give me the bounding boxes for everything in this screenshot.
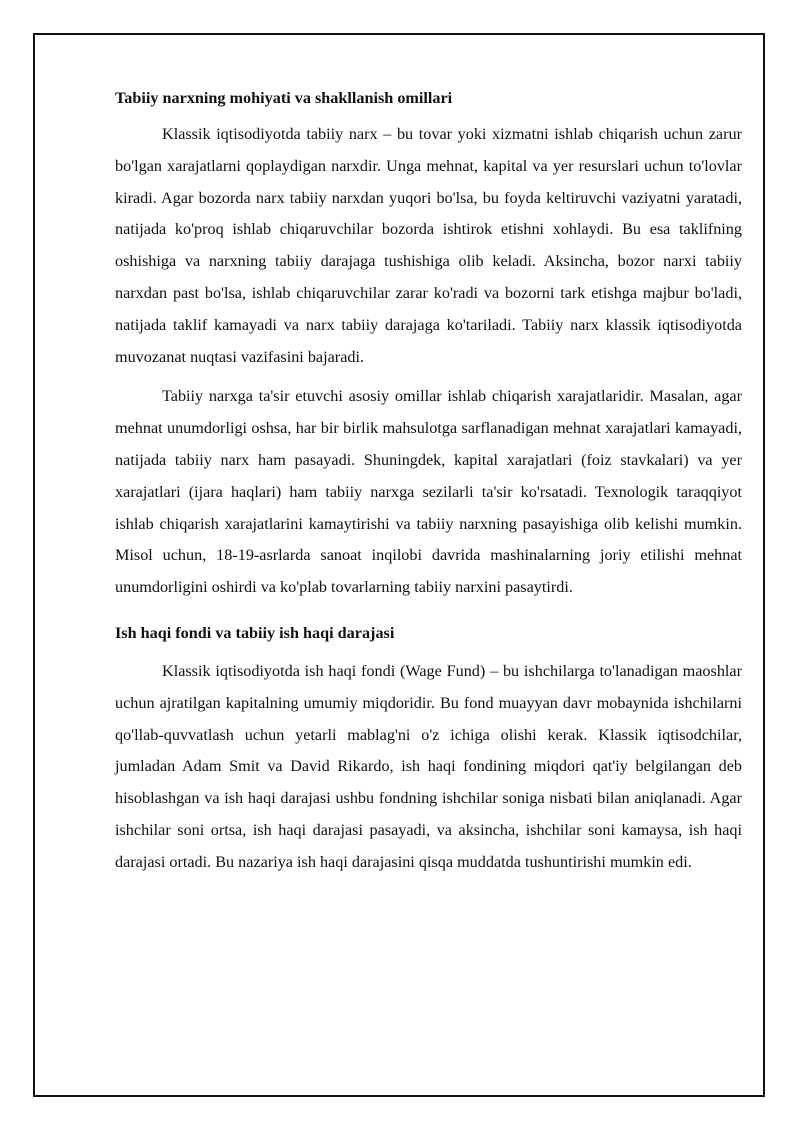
document-body: [115, 84, 742, 887]
section-heading-wage-fund: Ish haqi fondi va tabiiy ish haqi darajasi: [115, 623, 395, 642]
section-heading-natural-price: Tabiiy narxning mohiyati va shakllanish omillari: [115, 89, 453, 107]
paragraph-wage-fund: Klassik iqtisodiyotda ish haqi fondi (Wage Fund) – bu ishchilarga to'lanadigan maoshlar uchun ajratilgan kapitalning umumiy miqdoridir. Bu fond muayyan davr mobaynida ishchilarni qo'llab-quvvatlash uchun yetarli mablag'ni o'z ichiga olishi kerak. Klassik iqtisodchilar, jumladan Adam Smit va David Rikardo, ish haqi fondining miqdori qat'iy belgilangan deb hisoblashgan va ish haqi darajasi ushbu fondning ishchilar soniga nisbati bilan aniqlanadi. Agar ishchilar soni ortsa, ish haqi darajasi pasayadi, va aksincha, ishchilar soni kamaysa, ish haqi darajasi ortadi. Bu nazariya ish haqi darajasini qisqa muddatda tushuntirishi mumkin edi.: [115, 661, 742, 871]
paragraph-natural-price-definition: Klassik iqtisodiyotda tabiiy narx – bu tovar yoki xizmatni ishlab chiqarish uchun zarur bo'lgan xarajatlarni qoplaydigan narxdir. Unga mehnat, kapital va yer resurslari uchun to'lovlar kiradi. Agar bozorda narx tabiiy narxdan yuqori bo'lsa, bu foyda keltiruvchi vaziyatni yaratadi, natijada ko'proq ishlab chiqaruvchilar bozorda ishtirok etishni xohlaydi. Bu esa taklifning oshishiga va narxning tabiiy darajaga tushishiga olib keladi. Aksincha, bozor narxi tabiiy narxdan past bo'lsa, ishlab chiqaruvchilar zarar ko'radi va bozorni tark etishga majbur bo'ladi, natijada taklif kamayadi va narx tabiiy darajaga ko'tariladi. Tabiiy narx klassik iqtisodiyotda muvozanat nuqtasi vazifasini bajaradi.: [115, 125, 742, 366]
paragraph-natural-price-factors: Tabiiy narxga ta'sir etuvchi asosiy omillar ishlab chiqarish xarajatlaridir. Masalan, agar mehnat unumdorligi oshsa, har bir birlik mahsulotga sarflanadigan mehnat xarajatlari kamayadi, natijada tabiiy narx ham pasayadi. Shuningdek, kapital xarajatlari (foiz stavkalari) va yer xarajatlari (ijara haqlari) ham tabiiy narxga sezilarli ta'sir ko'rsatadi. Texnologik taraqqiyot ishlab chiqarish xarajatlarini kamaytirishi va tabiiy narxning pasayishiga olib kelishi mumkin. Misol uchun, 18-19-asrlarda sanoat inqilobi davrida mashinalarning joriy etilishi mehnat unumdorligini oshirdi va ko'plab tovarlarning tabiiy narxini pasaytirdi.: [115, 387, 742, 597]
